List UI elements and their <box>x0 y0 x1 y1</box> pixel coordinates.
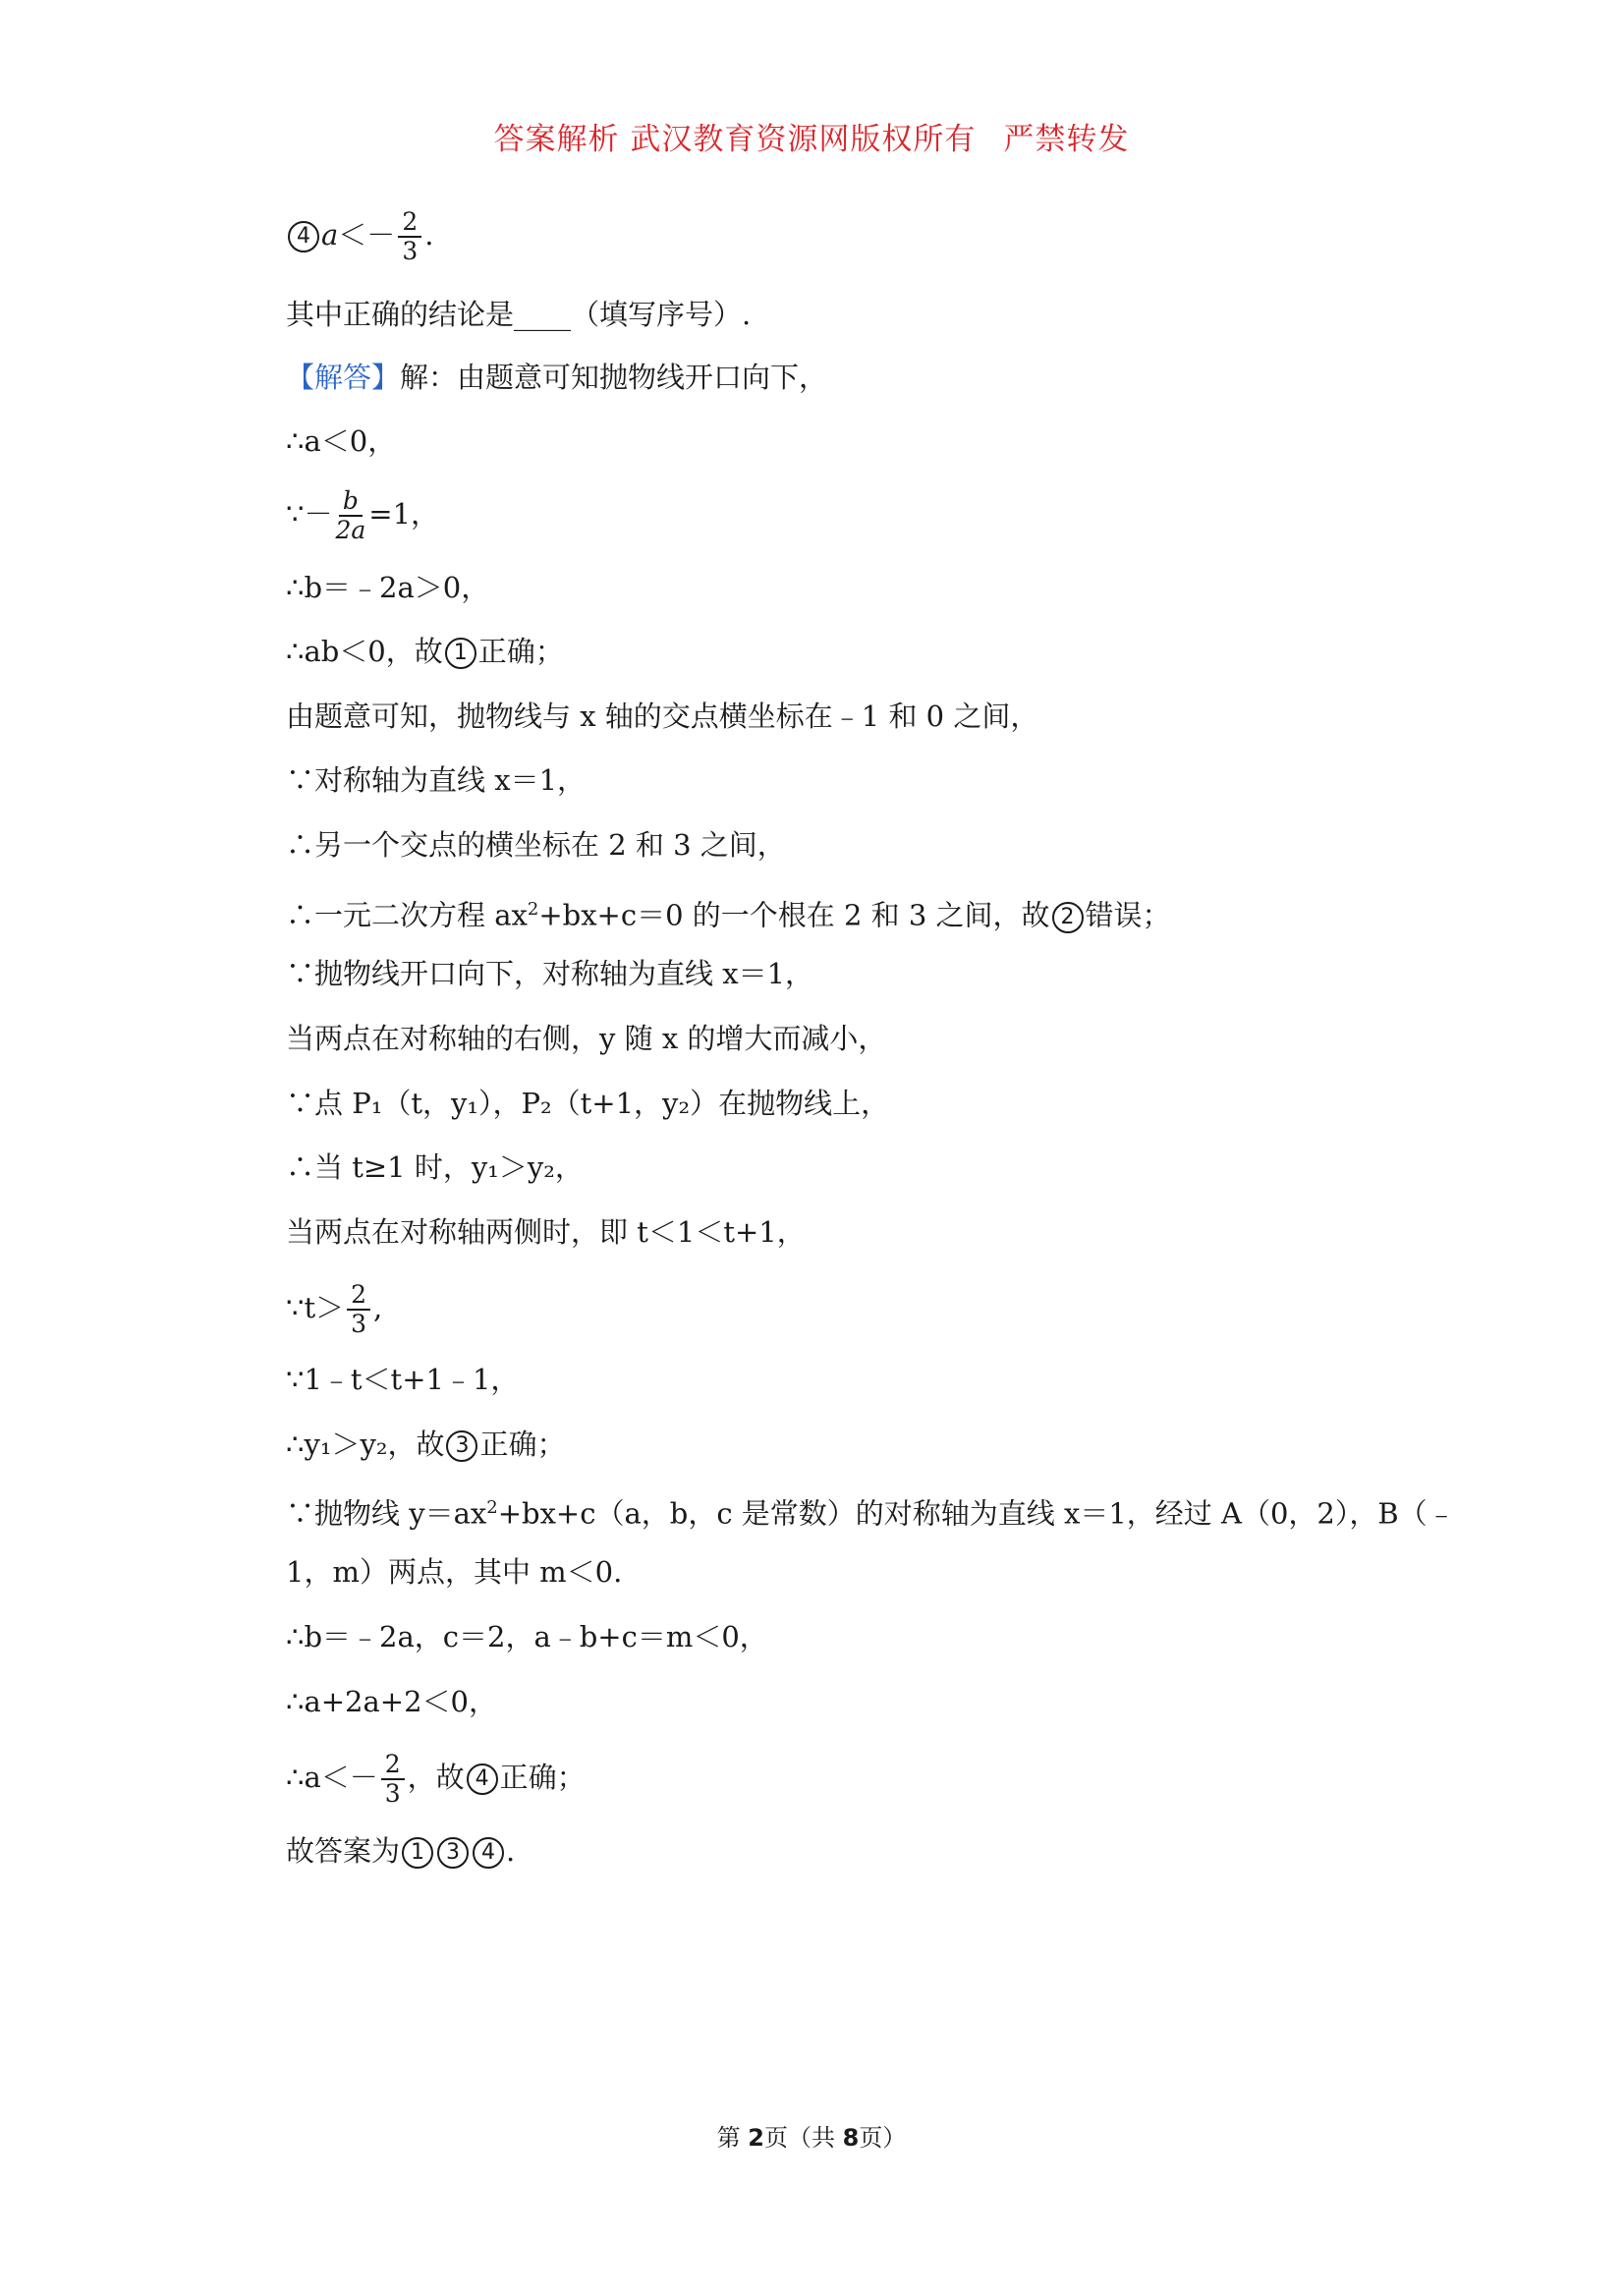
line-step: ∴a+2a+2＜0， <box>286 1685 497 1718</box>
line-step: ∴当 t≥1 时，y₁＞y₂， <box>286 1150 584 1184</box>
circled-number-1: 1 <box>402 1837 433 1869</box>
line-step: 当两点在对称轴的右侧，y 随 x 的增大而减小， <box>286 1022 887 1055</box>
fraction-two-thirds: $\frac{2}{3}$ <box>381 1751 405 1808</box>
page-total: 8 <box>842 2124 860 2152</box>
page-footer: 第 2页（共 8页） <box>716 2124 907 2152</box>
line-step: ∴一元二次方程 $ax^2+bx+c=0$ 的一个根在 2 和 3 之间，故 2 错误； <box>286 898 1171 932</box>
line-step: ∴y₁＞y₂，故 3 正确； <box>286 1428 566 1461</box>
circled-number-3: 3 <box>446 1430 477 1462</box>
line-step: ∴ab＜0，故 1 正确； <box>286 635 564 668</box>
line-step: 由题意可知，抛物线与 x 轴的交点横坐标在﹣1 和 0 之间， <box>286 700 1039 733</box>
line-step: 当两点在对称轴两侧时，即 t＜1＜t+1， <box>286 1215 806 1249</box>
fraction-two-thirds: $\frac{2}{3}$ <box>347 1281 370 1338</box>
line-step: ∵点 P₁（t，y₁），P₂（t+1，y₂）在抛物线上， <box>286 1087 890 1120</box>
line-step: ∵1﹣t＜t+1﹣1， <box>286 1363 520 1396</box>
answer-tag: 【解答】 <box>286 361 401 394</box>
line-step: ∴b＝﹣2a＞0， <box>286 571 490 604</box>
line-step: ∵抛物线 $y=ax^2+bx+c(a$，b，c 是常数）的对称轴为直线 x＝1，经过 A（0，2），B（﹣ <box>286 1496 1456 1531</box>
line-final-answer: 故答案为 1 3 4 . <box>286 1834 516 1868</box>
line-step: ∴a＜0， <box>286 424 397 458</box>
line-step: ∵抛物线开口向下，对称轴为直线 x＝1， <box>286 957 814 990</box>
watermark-text-left: 答案解析 武汉教育资源网版权所有 <box>493 122 977 157</box>
circled-number-4: 4 <box>473 1837 504 1869</box>
line-step: ∴b＝﹣2a，c＝2，a﹣b+c＝m＜0， <box>286 1620 768 1653</box>
page-number: 2 <box>748 2124 764 2152</box>
circled-number-4: 4 <box>467 1764 498 1795</box>
line-step: ∴a＜－ $\frac{2}{3}$ ，故 4 正确； <box>286 1750 586 1808</box>
line-step: ∵－ $\frac{b}{2a}$ =1， <box>286 486 440 544</box>
circled-number-4: 4 <box>288 221 319 252</box>
line-step: 1，m）两点，其中 m＜0. <box>286 1555 623 1589</box>
fraction-two-thirds: $\frac{2}{3}$ <box>398 208 421 265</box>
watermark-header <box>0 114 1623 158</box>
watermark-text-right: 严禁转发 <box>1003 122 1130 157</box>
line-step: ∵对称轴为直线 x＝1， <box>286 763 587 797</box>
circled-number-1: 1 <box>445 638 476 669</box>
fraction-b-over-2a: $\frac{b}{2a}$ <box>335 486 366 544</box>
line-step: ∵t＞ $\frac{2}{3}$ , <box>286 1280 383 1338</box>
circled-number-3: 3 <box>437 1837 469 1869</box>
line-answer-intro: 【解答】解：由题意可知抛物线开口向下， <box>286 361 828 394</box>
circled-number-2: 2 <box>1052 902 1084 933</box>
line-step: ∴另一个交点的横坐标在 2 和 3 之间， <box>286 828 786 862</box>
line-condition-4: 4 a＜－ $\frac{2}{3}$ . <box>286 208 433 265</box>
line-question-prompt: 其中正确的结论是____（填写序号）. <box>286 298 752 331</box>
